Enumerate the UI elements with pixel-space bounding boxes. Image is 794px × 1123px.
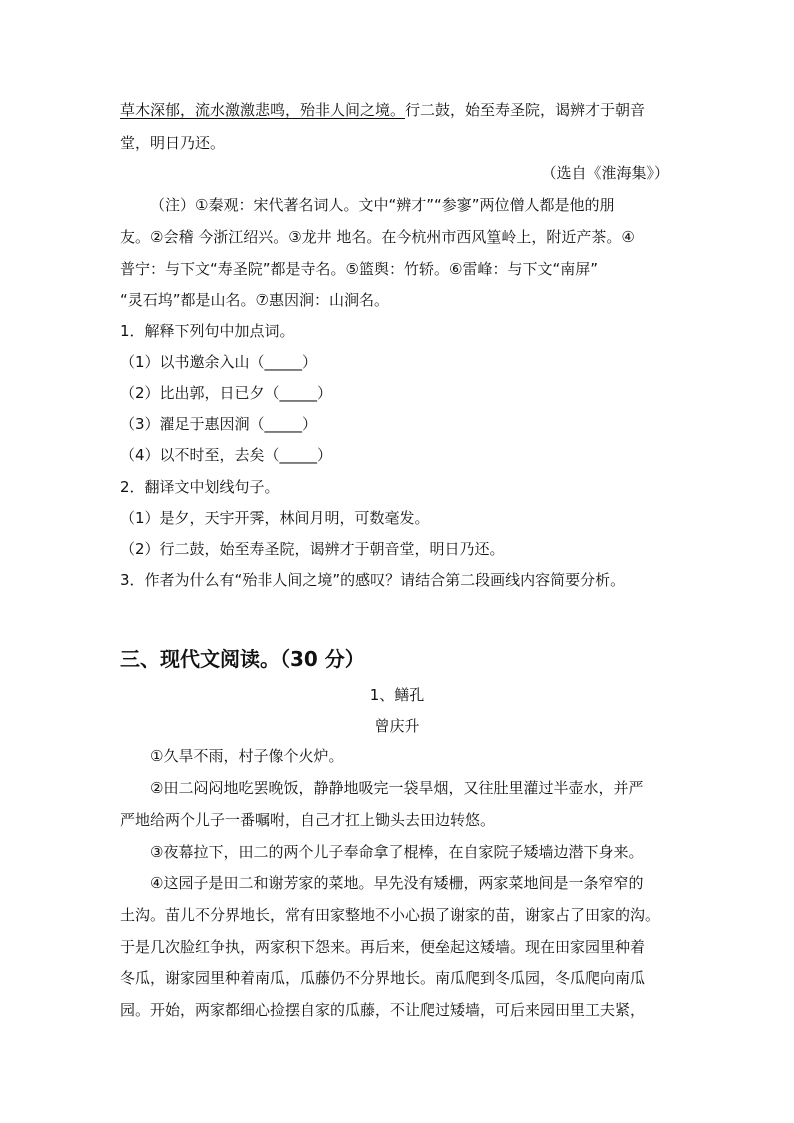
question-2: 2．翻译文中划线句子。 [120,478,280,496]
question-1-4: （4）以不时至，去矣（_____） [120,446,333,464]
paragraph-1: ①久旱不雨，村子像个火炉。 [150,747,344,765]
paragraph-3: ③夜幕拉下，田二的两个儿子奉命拿了棍棒，在自家院子矮墙边潜下身来。 [150,843,644,861]
passage-line-1 [120,100,680,120]
section-heading: 三、现代文阅读。（30 分） [120,647,365,671]
source-citation: （选自《淮海集》） [541,164,669,182]
notes-line-4: “灵石坞”都是山名。⑦惠因涧：山涧名。 [120,291,389,309]
article-author: 曾庆升 [374,717,420,735]
paragraph-2-line-2: 严地给两个儿子一番嘱咐，自己才扛上锄头去田边转悠。 [120,811,496,829]
paragraph-4-line-3: 于是几次脸红争执，两家积下怨来。再后来，便垒起这矮墙。现在田家园里种着 [120,938,646,956]
paragraph-4-line-1: ④这园子是田二和谢芳家的菜地。早先没有矮栅，两家菜地间是一条窄窄的 [150,874,644,892]
article-title: 1、鳝孔 [369,686,425,704]
question-3: 3．作者为什么有“殆非人间之境”的感叹？请结合第二段画线内容简要分析。 [120,571,626,589]
notes-line-2: 友。②会稽 今浙江绍兴。③龙井 地名。在今杭州市西风篁岭上，附近产茶。④ [120,228,635,246]
question-1-3: （3）濯足于惠因涧（_____） [120,415,318,433]
question-1: 1．解释下列句中加点词。 [120,322,295,340]
paragraph-4-line-4: 冬瓜，谢家园里种着南瓜，瓜藤仍不分界地长。南瓜爬到冬瓜园，冬瓜爬向南瓜 [120,969,646,987]
question-1-1: （1）以书邀余入山（_____） [120,353,318,371]
paragraph-2-line-1: ②田二闷闷地吃罢晚饭，静静地吸完一袋旱烟，又往肚里灌过半壶水，并严 [150,779,644,797]
notes-line-3: 普宁：与下文“寿圣院”都是寺名。⑤篮舆：竹轿。⑥雷峰：与下文“南屏” [120,260,598,278]
passage-line-1-rest: 行二鼓，始至寿圣院，谒辨才于朝音 [405,101,646,119]
question-1-2: （2）比出郭，日已夕（_____） [120,384,333,402]
paragraph-4-line-5: 园。开始，两家都细心捡摆自家的瓜藤，不让爬过矮墙，可后来园田里工夫紧， [120,1001,646,1019]
underlined-sentence: 草木深郁，流水激激悲鸣，殆非人间之境。 [120,101,406,119]
notes-line-1: （注）①秦观：宋代著名词人。文中“辨才”“参寥”两位僧人都是他的朋 [150,196,615,214]
question-2-2: （2）行二鼓，始至寿圣院，谒辨才于朝音堂，明日乃还。 [120,540,505,558]
passage-line-2: 堂，明日乃还。 [120,134,226,152]
paragraph-4-line-2: 土沟。苗儿不分界地长，常有田家整地不小心损了谢家的苗，谢家占了田家的沟。 [120,906,661,924]
question-2-1: （1）是夕，天宇开霁，林间月明，可数毫发。 [120,509,430,527]
